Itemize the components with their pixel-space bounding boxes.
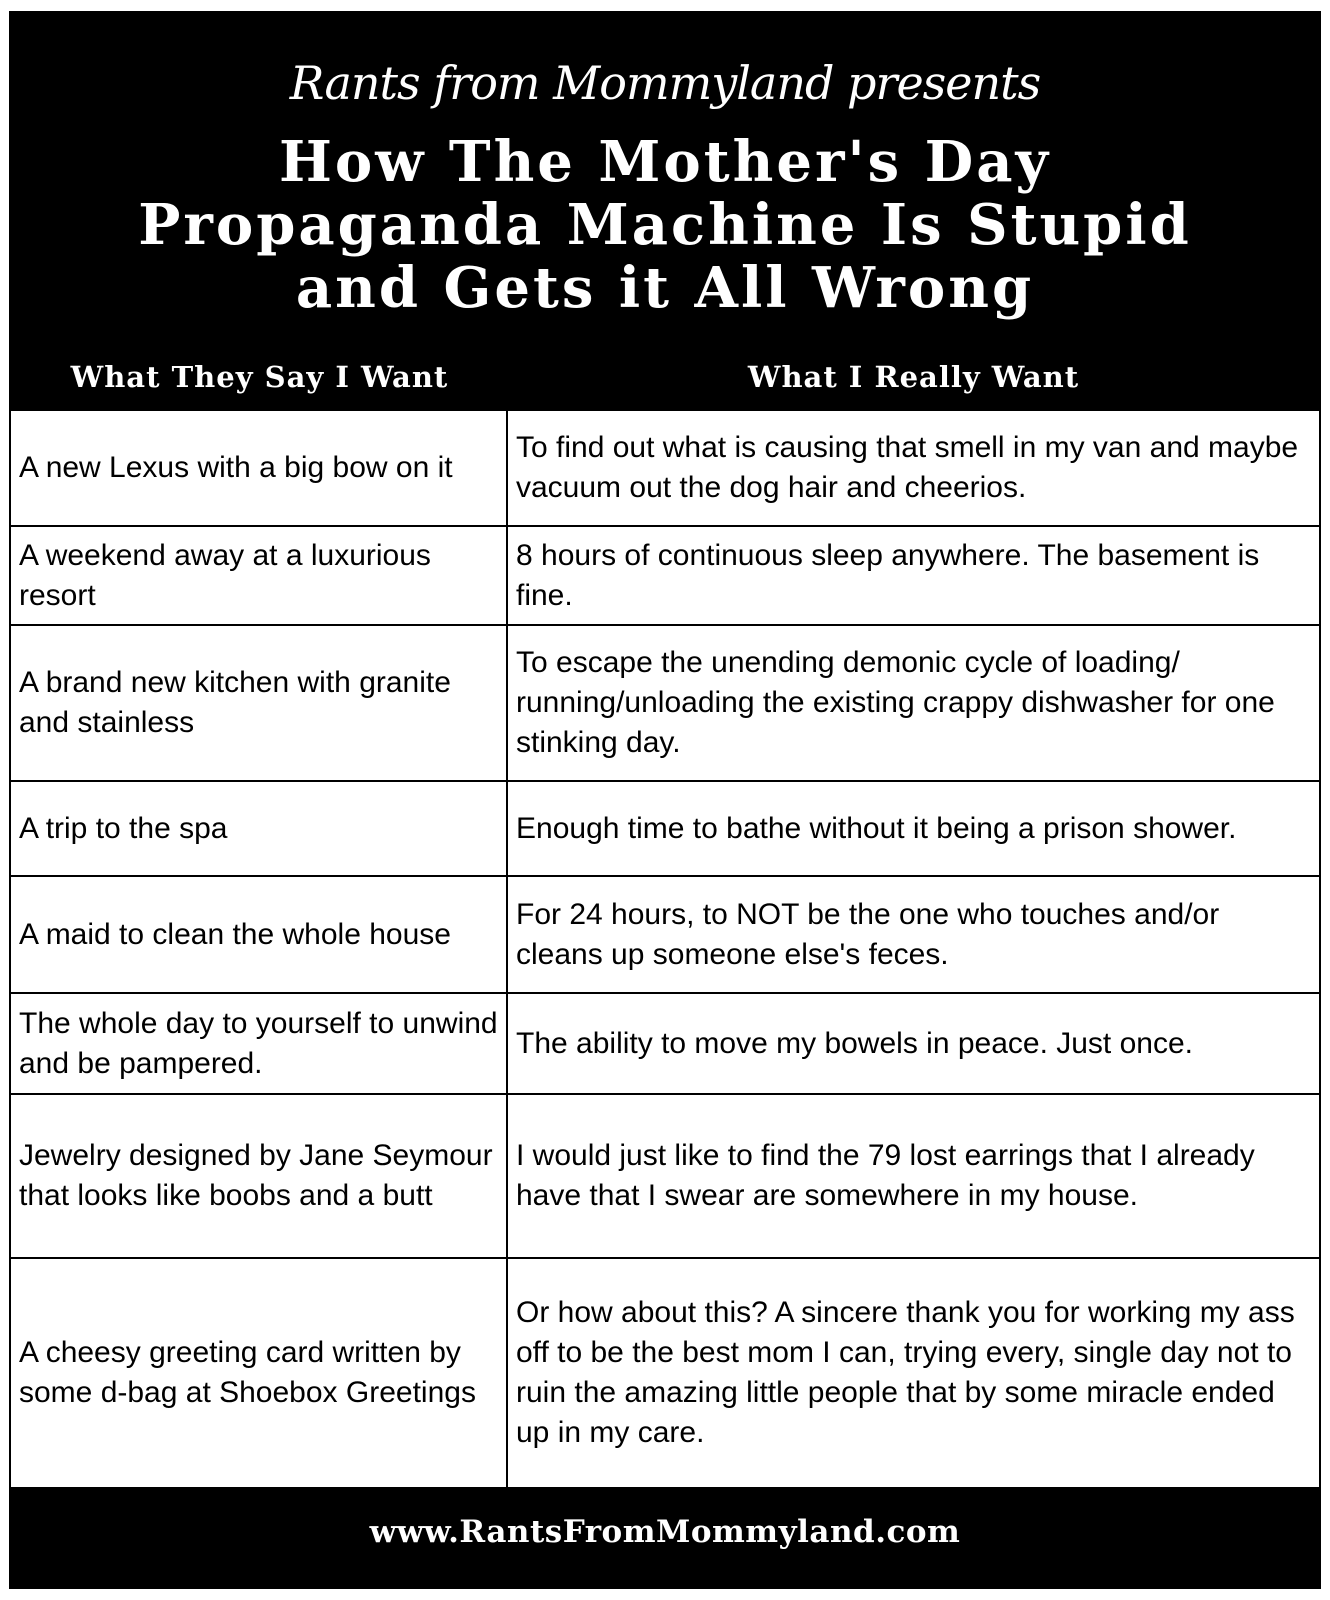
title-line: How The Mother's Day — [278, 129, 1052, 195]
page-title — [11, 131, 1319, 320]
say-cell: Jewelry designed by Jane Seymour that looks like boobs and a butt — [11, 1095, 508, 1257]
table-row — [11, 782, 1319, 877]
table-row — [11, 1095, 1319, 1259]
say-cell: A cheesy greeting card written by some d-bag at Shoebox Greetings — [11, 1259, 508, 1487]
want-cell: For 24 hours, to NOT be the one who touches and/or cleans up someone else's feces. — [516, 897, 1220, 971]
want-cell: Or how about this? A sincere thank you for working my ass off to be the best mom I can, trying every, single day not to ruin the amazing little people that by some miracle ended up in my care. — [516, 1296, 1295, 1449]
want-cell: To escape the unending demonic cycle of loading/ running/unloading the existing crappy dishwasher for one stinking day. — [516, 646, 1275, 759]
table-row — [11, 877, 1319, 994]
column-header-want: What I Really Want — [747, 359, 1080, 394]
say-cell: A maid to clean the whole house — [11, 877, 508, 992]
title-line: and Gets it All Wrong — [295, 255, 1035, 321]
table-row — [11, 411, 1319, 527]
table-row — [11, 994, 1319, 1095]
presents-line: Rants from Mommyland presents — [289, 56, 1041, 110]
column-header-say: What They Say I Want — [70, 359, 449, 394]
title-line: Propaganda Machine Is Stupid — [138, 192, 1192, 258]
say-cell: A weekend away at a luxurious resort — [11, 527, 508, 624]
poster — [9, 11, 1321, 1589]
want-cell: The ability to move my bowels in peace. Just once. — [516, 1026, 1193, 1060]
say-cell: A brand new kitchen with granite and stainless — [11, 626, 508, 780]
want-cell: Enough time to bathe without it being a prison shower. — [516, 811, 1237, 845]
say-cell: A new Lexus with a big bow on it — [11, 411, 508, 525]
header-banner — [11, 13, 1319, 342]
table-row — [11, 626, 1319, 782]
table-row — [11, 527, 1319, 626]
table-header — [11, 342, 1319, 411]
footer-url: www.RantsFromMommyland.com — [11, 1487, 1319, 1587]
say-cell: The whole day to yourself to unwind and be pampered. — [11, 994, 508, 1093]
say-cell: A trip to the spa — [11, 782, 508, 875]
want-cell: 8 hours of continuous sleep anywhere. The basement is fine. — [516, 538, 1260, 612]
table-row — [11, 1259, 1319, 1487]
want-cell: I would just like to find the 79 lost earrings that I already have that I swear are somewhere in my house. — [516, 1139, 1255, 1212]
comparison-table — [11, 411, 1319, 1487]
want-cell: To find out what is causing that smell in my van and maybe vacuum out the dog hair and cheerios. — [516, 431, 1299, 504]
